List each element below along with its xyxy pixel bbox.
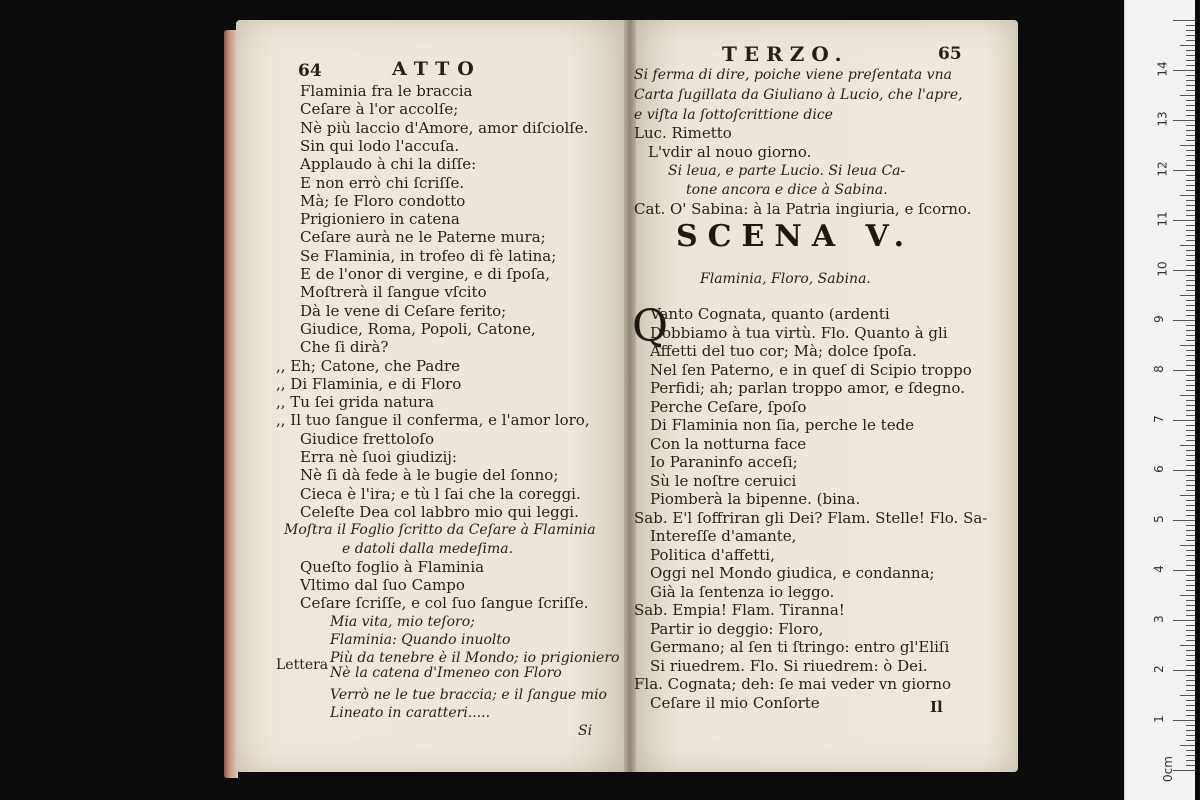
ruler-tick [1186, 325, 1195, 326]
ruler-number: 3 [1151, 615, 1166, 623]
text-line: Nè più laccio d'Amore, amor diſciolſe. [300, 118, 589, 137]
ruler-tick [1186, 475, 1195, 476]
ruler-tick [1173, 670, 1195, 671]
ruler-tick [1180, 95, 1195, 96]
text-line: e viſta la ſottoſcrittione dice [634, 107, 833, 123]
ruler-tick [1186, 360, 1195, 361]
ruler-number: 6 [1151, 465, 1166, 473]
ruler-tick [1186, 140, 1195, 141]
ruler-tick [1186, 105, 1195, 106]
ruler-tick [1186, 335, 1195, 336]
ruler-tick [1180, 545, 1195, 546]
ruler-tick [1186, 355, 1195, 356]
text-line: Più da tenebre è il Mondo; io prigioniero [330, 650, 620, 667]
text-line: Sù le noſtre ceruici [650, 471, 797, 490]
ruler-tick [1186, 330, 1195, 331]
ruler-tick [1173, 720, 1195, 721]
ruler-tick [1186, 610, 1195, 611]
ruler-tick [1186, 100, 1195, 101]
text-line: Lineato in caratteri..... [330, 705, 491, 722]
text-line: Germano; al ſen ti ſtringo: entro gl'Eliſi [650, 638, 950, 656]
text-line: Si leua, e parte Lucio. Si leua Ca- [668, 163, 906, 179]
left-catchword: Si [578, 723, 593, 739]
ruler-number: 9 [1151, 315, 1166, 323]
ruler-tick [1186, 700, 1195, 701]
text-line: Verrò ne le tue braccia; e il ſangue mio [330, 686, 607, 703]
ruler-tick [1180, 295, 1195, 296]
ruler-tick [1173, 770, 1195, 771]
ruler-tick [1186, 425, 1195, 426]
ruler-tick [1186, 255, 1195, 256]
text-line: ,, Tu ſei grida natura [276, 393, 435, 412]
text-line: Di Flaminia non ſia, perche le tede [650, 416, 915, 434]
ruler-number: 13 [1155, 111, 1170, 127]
ruler-tick [1173, 320, 1195, 321]
ruler-tick [1173, 520, 1195, 521]
ruler-tick [1186, 710, 1195, 711]
text-line: Dobbiamo à tua virtù. Flo. Quanto à gli [650, 323, 948, 342]
ruler-tick [1186, 550, 1195, 551]
ruler-tick [1186, 35, 1195, 36]
text-line: Cieca è l'ira; e tù l ſai che la coreggi. [300, 484, 581, 503]
text-line: Applaudo à chi la diſſe: [300, 155, 477, 174]
text-line: tone ancora e dice à Sabina. [686, 182, 888, 198]
ruler-tick [1186, 340, 1195, 341]
text-line: Luc. Rimetto [634, 124, 732, 142]
text-line: Giudice, Roma, Popoli, Catone, [300, 319, 536, 338]
ruler-tick [1186, 375, 1195, 376]
text-line: Che ſi dirà? [300, 338, 389, 357]
ruler-tick [1186, 675, 1195, 676]
ruler-tick [1186, 525, 1195, 526]
ruler-tick [1186, 630, 1195, 631]
ruler-tick [1186, 125, 1195, 126]
text-line: Vanto Cognata, quanto (ardenti [650, 305, 890, 323]
left-page-number: 64 [298, 61, 322, 81]
ruler-tick [1186, 705, 1195, 706]
ruler-tick [1186, 160, 1195, 161]
ruler-tick [1186, 290, 1195, 291]
drop-cap: Q [632, 301, 669, 352]
ruler-tick [1186, 640, 1195, 641]
ruler-tick [1186, 300, 1195, 301]
ruler-tick [1180, 645, 1195, 646]
ruler-tick [1186, 190, 1195, 191]
ruler-tick [1186, 555, 1195, 556]
ruler-tick [1186, 215, 1195, 216]
ruler-tick [1180, 145, 1195, 146]
ruler-tick [1186, 75, 1195, 76]
ruler-tick [1186, 505, 1195, 506]
ruler-tick [1186, 755, 1195, 756]
ruler-tick [1186, 435, 1195, 436]
ruler-tick [1186, 265, 1195, 266]
ruler-tick [1186, 80, 1195, 81]
ruler-tick [1173, 620, 1195, 621]
text-line: Flaminia fra le braccia [300, 82, 473, 100]
ruler-tick [1186, 465, 1195, 466]
ruler-tick [1180, 245, 1195, 246]
text-line: Affetti del tuo cor; Mà; dolce ſpoſa. [650, 342, 917, 360]
text-line: Con la notturna face [650, 434, 807, 453]
ruler-tick [1186, 175, 1195, 176]
ruler-number: 8 [1151, 365, 1166, 373]
ruler-tick [1186, 455, 1195, 456]
ruler-tick [1186, 480, 1195, 481]
ruler-tick [1173, 420, 1195, 421]
ruler-number: 14 [1155, 61, 1170, 77]
text-line: Sab. Empia! Flam. Tiranna! [634, 601, 845, 619]
text-line: Carta ſugillata da Giuliano à Lucio, che l'apre, [634, 87, 963, 103]
ruler-number: 12 [1155, 161, 1170, 177]
ruler-tick [1186, 90, 1195, 91]
ruler-tick [1186, 385, 1195, 386]
ruler-tick [1186, 540, 1195, 541]
ruler-tick [1186, 500, 1195, 501]
ruler-tick [1186, 210, 1195, 211]
ruler-tick [1186, 530, 1195, 531]
ruler-tick [1186, 615, 1195, 616]
ruler-tick [1186, 565, 1195, 566]
ruler-tick [1186, 25, 1195, 26]
ruler-tick [1186, 155, 1195, 156]
ruler-tick [1186, 450, 1195, 451]
ruler-tick [1186, 390, 1195, 391]
ruler-tick [1186, 485, 1195, 486]
ruler-tick [1186, 50, 1195, 51]
ruler-tick [1186, 655, 1195, 656]
text-line: Cat. O' Sabina: à la Patria ingiuria, e ſcorno. [634, 200, 972, 218]
scene-title: SCENA V. [676, 219, 915, 254]
ruler-tick [1186, 115, 1195, 116]
ruler-tick [1186, 560, 1195, 561]
ruler-number: 11 [1155, 211, 1170, 227]
ruler-tick [1186, 185, 1195, 186]
ruler-tick [1186, 580, 1195, 581]
text-line: E non errò chi ſcriſſe. [300, 173, 465, 192]
text-line: Sin qui lodo l'accuſa. [300, 136, 460, 155]
ruler-tick [1173, 570, 1195, 571]
ruler-tick [1186, 135, 1195, 136]
text-line: Celeſte Dea col labbro mio qui leggi. [300, 502, 579, 521]
ruler-tick [1173, 370, 1195, 371]
ruler-tick [1186, 275, 1195, 276]
ruler-tick [1186, 515, 1195, 516]
ruler-tick [1186, 110, 1195, 111]
ruler-tick [1186, 240, 1195, 241]
ruler-tick [1186, 680, 1195, 681]
ruler-tick [1186, 740, 1195, 741]
ruler-tick [1186, 685, 1195, 686]
ruler-tick [1186, 590, 1195, 591]
measuring-ruler [1124, 0, 1195, 800]
text-line: Moſtra il Foglio ſcritto da Ceſare à Flaminia [284, 522, 596, 539]
text-line: Piomberà la bipenne. (bina. [650, 490, 861, 508]
text-line: Già la ſentenza io leggo. [650, 582, 835, 601]
ruler-tick [1186, 250, 1195, 251]
ruler-tick [1186, 650, 1195, 651]
ruler-tick [1173, 70, 1195, 71]
ruler-number: 2 [1151, 665, 1166, 673]
ruler-tick [1186, 165, 1195, 166]
text-line: Intereſſe d'amante, [650, 527, 797, 545]
text-line: E de l'onor di vergine, e di ſpoſa, [300, 265, 550, 283]
ruler-tick [1180, 45, 1195, 46]
ruler-tick [1186, 605, 1195, 606]
ruler-tick [1186, 730, 1195, 731]
ruler-tick [1186, 310, 1195, 311]
text-line: Ceſare aurà ne le Paterne mura; [300, 228, 546, 247]
text-line: Queſto foglio à Flaminia [300, 557, 485, 576]
text-line: Ceſare ſcriſſe, e col ſuo ſangue ſcriſſe. [300, 594, 589, 613]
text-line: ,, Di Flaminia, e di Floro [276, 374, 462, 393]
ruler-tick [1186, 225, 1195, 226]
text-line: Ceſare à l'or accolſe; [300, 100, 459, 119]
ruler-number: 1 [1151, 715, 1166, 723]
text-line: Si riuedrem. Flo. Si riuedrem: ò Dei. [650, 656, 928, 675]
text-line: Moſtrerà il ſangue vſcito [300, 283, 487, 302]
ruler-tick [1186, 285, 1195, 286]
text-line: L'vdir al nouo giorno. [648, 143, 812, 161]
ruler-tick [1186, 635, 1195, 636]
text-line: Perche Ceſare, ſpoſo [650, 397, 807, 416]
ruler-tick [1186, 400, 1195, 401]
ruler-tick [1186, 130, 1195, 131]
ruler-tick [1180, 595, 1195, 596]
left-page-header: ATTO [392, 58, 482, 80]
ruler-tick [1180, 695, 1195, 696]
ruler-tick [1173, 220, 1195, 221]
ruler-tick [1186, 665, 1195, 666]
text-line: Oggi nel Mondo giudica, e condanna; [650, 564, 935, 582]
ruler-tick [1186, 40, 1195, 41]
ruler-tick [1186, 55, 1195, 56]
ruler-tick [1186, 760, 1195, 761]
ruler-number: 0cm [1160, 756, 1175, 782]
ruler-tick [1180, 445, 1195, 446]
ruler-tick [1180, 495, 1195, 496]
text-line: Nè la catena d'Imeneo con Floro [330, 664, 562, 681]
ruler-tick [1186, 305, 1195, 306]
margin-label: Lettera [276, 657, 329, 673]
text-line: Sab. E'l ſoffriran gli Dei? Flam. Stelle! Flo. Sa- [634, 508, 988, 527]
ruler-tick [1186, 205, 1195, 206]
text-line: ,, Eh; Catone, che Padre [276, 356, 461, 375]
ruler-tick [1186, 490, 1195, 491]
text-line: Perfidi; ah; parlan troppo amor, e ſdegno. [650, 379, 965, 397]
ruler-tick [1186, 510, 1195, 511]
text-line: Dà le vene di Ceſare ferito; [300, 301, 507, 320]
scene-characters: Flaminia, Floro, Sabina. [700, 271, 871, 287]
ruler-tick [1186, 430, 1195, 431]
ruler-tick [1186, 535, 1195, 536]
text-line: Giudice frettoloſo [300, 429, 434, 448]
ruler-tick [1186, 150, 1195, 151]
text-line: Prigioniero in catena [300, 210, 460, 229]
ruler-tick [1186, 260, 1195, 261]
text-line: Si ferma di dire, poiche viene preſentata vna [634, 67, 952, 83]
ruler-tick [1186, 230, 1195, 231]
text-line: Flaminia: Quando inuolto [330, 632, 511, 648]
text-line: Politica d'affetti, [650, 545, 775, 564]
ruler-tick [1186, 410, 1195, 411]
text-line: Ceſare il mio Conſorte [650, 693, 820, 712]
ruler-number: 5 [1151, 515, 1166, 523]
ruler-tick [1186, 85, 1195, 86]
ruler-tick [1186, 750, 1195, 751]
ruler-tick [1186, 180, 1195, 181]
ruler-tick [1173, 170, 1195, 171]
text-line: Nel ſen Paterno, e in queſ di Scipio troppo [650, 360, 972, 379]
ruler-number: 10 [1155, 261, 1170, 277]
ruler-tick [1186, 690, 1195, 691]
ruler-tick [1186, 715, 1195, 716]
ruler-tick [1186, 30, 1195, 31]
ruler-tick [1180, 195, 1195, 196]
ruler-tick [1186, 365, 1195, 366]
ruler-tick [1186, 60, 1195, 61]
text-line: e datoli dalla medeſima. [342, 540, 514, 557]
ruler-tick [1173, 120, 1195, 121]
right-page-number: 65 [938, 44, 962, 64]
ruler-tick [1186, 440, 1195, 441]
ruler-tick [1186, 585, 1195, 586]
ruler-tick [1173, 470, 1195, 471]
ruler-number: 4 [1151, 565, 1166, 573]
ruler-tick [1186, 380, 1195, 381]
ruler-tick [1186, 660, 1195, 661]
ruler-tick [1186, 200, 1195, 201]
ruler-tick [1186, 575, 1195, 576]
text-line: Vltimo dal ſuo Campo [300, 576, 465, 595]
ruler-tick [1186, 315, 1195, 316]
ruler-number: 7 [1151, 415, 1166, 423]
ruler-tick [1186, 460, 1195, 461]
text-line: Io Paraninfo acceſi; [650, 453, 798, 471]
text-line: Fla. Cognata; deh: ſe mai veder vn giorno [634, 675, 952, 693]
text-line: Partir io deggio: Floro, [650, 619, 824, 638]
text-line: Mà; ſe Floro condotto [300, 191, 466, 210]
ruler-tick [1180, 345, 1195, 346]
ruler-tick [1186, 625, 1195, 626]
ruler-tick [1186, 735, 1195, 736]
ruler-tick [1186, 280, 1195, 281]
ruler-tick [1186, 350, 1195, 351]
ruler-tick [1180, 395, 1195, 396]
ruler-tick [1180, 745, 1195, 746]
ruler-tick [1173, 270, 1195, 271]
text-line: ,, Il tuo ſangue il conferma, e l'amor loro, [276, 411, 590, 430]
ruler-tick [1186, 600, 1195, 601]
text-line: Se Flaminia, in trofeo di fè latina; [300, 246, 557, 265]
ruler-tick [1186, 765, 1195, 766]
ruler-tick [1173, 20, 1195, 21]
ruler-tick [1186, 405, 1195, 406]
right-page-header: TERZO. [722, 42, 849, 66]
text-line: Mia vita, mio teſoro; [330, 613, 475, 630]
ruler-tick [1186, 725, 1195, 726]
text-line: Nè ſi dà fede à le bugie del ſonno; [300, 466, 559, 485]
right-catchword: Il [930, 698, 943, 716]
text-line: Erra nè ſuoi giudizij: [300, 448, 457, 466]
ruler-tick [1186, 235, 1195, 236]
ruler-tick [1186, 65, 1195, 66]
ruler-tick [1186, 415, 1195, 416]
